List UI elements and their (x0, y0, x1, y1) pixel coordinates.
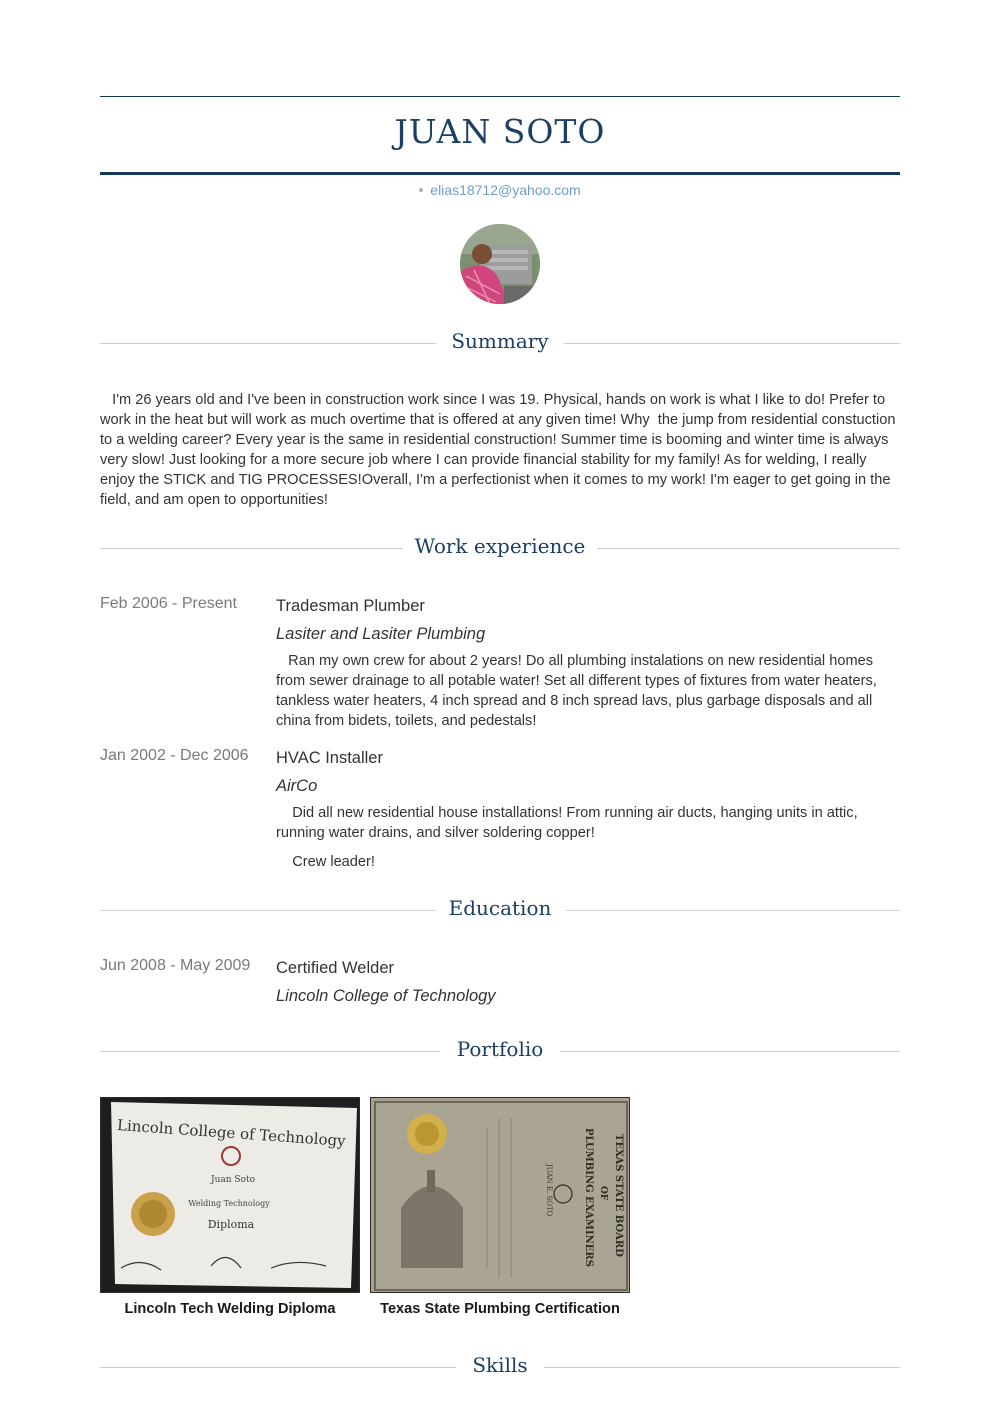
certificate-board-text: TEXAS STATE BOARD (613, 1134, 624, 1257)
section-portfolio (100, 1037, 900, 1067)
divider (566, 910, 900, 911)
entry-date: Jun 2008 - May 2009 (100, 957, 251, 974)
welding-diploma-image[interactable] (100, 1097, 360, 1293)
section-title: Portfolio (456, 1037, 544, 1061)
entry-role: Certified Welder (276, 959, 394, 977)
header-top-rule (100, 96, 900, 97)
section-title: Skills (472, 1353, 528, 1377)
email-link[interactable]: elias18712@yahoo.com (430, 182, 581, 198)
section-work-experience (100, 534, 900, 564)
portfolio-caption: Texas State Plumbing Certification (380, 1301, 620, 1317)
certificate-of-text: OF (598, 1186, 608, 1201)
entry-role: Tradesman Plumber (276, 597, 425, 615)
entry-description: Did all new residential house installations! From running air ducts, hanging units in attic, running water drains, and silver soldering copper! (276, 805, 858, 841)
summary-text: I'm 26 years old and I've been in construction work since I was 19. Physical, hands on work is what I like to do! Prefer to work in the heat but will work as much overtime that is offered at any given time! Why the jump from residential constuction to a welding career? Every year is the same in residential construction! Summer time is booming and winter time is always very slow! Just looking for a more secure job where I can provide financial stability for my family! As for welding, I really enjoy the STICK and TIG PROCESSES!Overall, I'm a perfectionist when it comes to my work! I'm eager to get going in the field, and am open to opportunities! (100, 392, 896, 508)
diploma-title-text: Diploma (207, 1218, 255, 1231)
divider (560, 1051, 900, 1052)
divider (598, 548, 900, 549)
entry-organization: Lasiter and Lasiter Plumbing (276, 625, 486, 643)
entry-description-extra: Crew leader! (276, 854, 375, 870)
divider (544, 1367, 900, 1368)
entry-role: HVAC Installer (276, 749, 383, 767)
certificate-examiners-text: PLUMBING EXAMINERS (583, 1128, 594, 1267)
section-title: Summary (451, 329, 549, 353)
diploma-program-text: Welding Technology (188, 1199, 270, 1208)
bullet-icon (419, 188, 423, 192)
plumbing-certificate-image[interactable] (370, 1097, 630, 1293)
entry-date: Jan 2002 - Dec 2006 (100, 747, 249, 764)
entry-date: Feb 2006 - Present (100, 595, 237, 612)
section-title: Education (448, 896, 552, 920)
header-bottom-rule (100, 172, 900, 175)
resume-page (100, 0, 900, 1410)
entry-organization: AirCo (276, 777, 318, 795)
divider (564, 343, 900, 344)
section-title: Work experience (414, 534, 586, 558)
avatar (460, 224, 540, 304)
portfolio-caption: Lincoln Tech Welding Diploma (124, 1301, 336, 1317)
candidate-name: JUAN SOTO (394, 112, 606, 151)
diploma-school-text: Lincoln College of Technology (116, 1116, 347, 1150)
section-skills (100, 1353, 900, 1383)
contact-line (100, 182, 900, 198)
section-education (100, 896, 900, 926)
section-summary (100, 329, 900, 359)
entry-description: Ran my own crew for about 2 years! Do all plumbing instalations on new residential homes from sewer drainage to all potable water! Set all different types of fixtures from water heaters, tankless water heaters, 4 inch spread and 8 inch spread lavs, plus garbage disposals and all china from bidets, toilets, and pedestals! (276, 653, 877, 729)
certificate-name-text: JUAN E. SOTO (545, 1164, 553, 1217)
portfolio-item[interactable] (100, 1097, 360, 1317)
portfolio-item[interactable] (370, 1097, 630, 1317)
entry-organization: Lincoln College of Technology (276, 987, 496, 1005)
diploma-name-text: Juan Soto (210, 1175, 256, 1185)
